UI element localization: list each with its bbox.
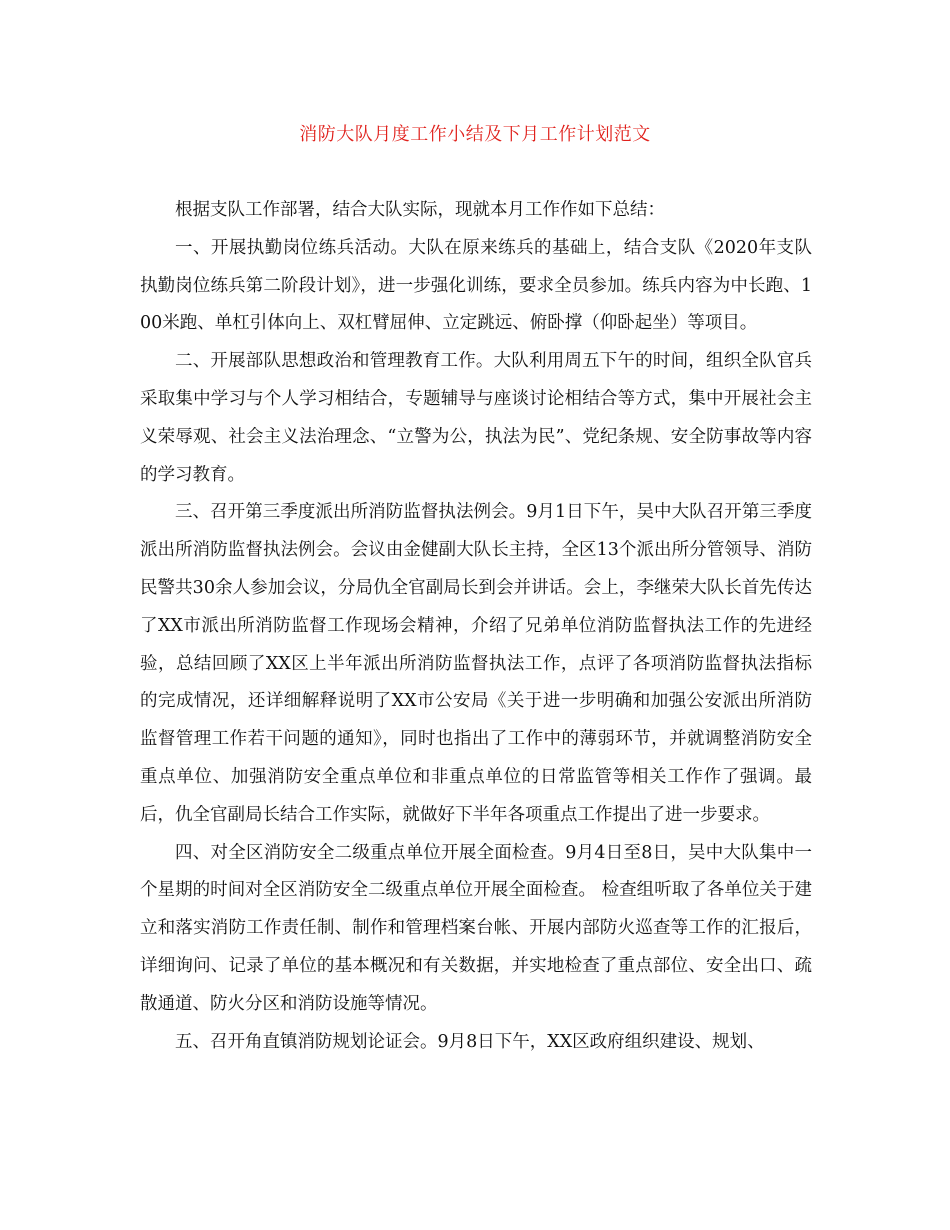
- paragraph-5-planning-meeting: 五、召开角直镇消防规划论证会。9月8日下午，XX区政府组织建设、规划、: [175, 1031, 765, 1052]
- document-title: 消防大队月度工作小结及下月工作计划范文: [299, 124, 651, 145]
- paragraph-2-political-education: 二、开展部队思想政治和管理教育工作。大队利用周五下午的时间，组织全队官兵采取集中学习与个人学习相结合，专题辅导与座谈讨论相结合等方式，集中开展社会主义荣辱观、社会主义法治理念、“立警为公，执法为民”、党纪条规、安全防事故等内容的学习教育。: [140, 351, 812, 485]
- paragraph-1-duty-training: 一、开展执勤岗位练兵活动。大队在原来练兵的基础上，结合支队《2020年支队执勤岗位练兵第二阶段计划》，进一步强化训练，要求全员参加。练兵内容为中长跑、100米跑、单杠引体向上、双杠臂屈伸、立定跳远、俯卧撑（仰卧起坐）等项目。: [140, 237, 812, 334]
- paragraph-intro: 根据支队工作部署，结合大队实际，现就本月工作作如下总结：: [175, 200, 665, 220]
- document-body: [140, 192, 812, 1061]
- paragraph-4-safety-inspection: 四、对全区消防安全二级重点单位开展全面检查。9月4日至8日，吴中大队集中一个星期的时间对全区消防安全二级重点单位开展全面检查。 检查组听取了各单位关于建立和落实消防工作责任制、制作和管理档案台帐、开展内部防火巡查等工作的汇报后，详细询问、记录了单位的基本概况和有关数据，并实地检查了重点部位、安全出口、疏散通道、防火分区和消防设施等情况。: [140, 842, 812, 1014]
- paragraph-3-supervision-meeting: 三、召开第三季度派出所消防监督执法例会。9月1日下午，吴中大队召开第三季度派出所消防监督执法例会。会议由金健副大队长主持，全区13个派出所分管领导、消防民警共30余人参加会议，分局仇全官副局长到会并讲话。会上，李继荣大队长首先传达了XX市派出所消防监督工作现场会精神，介绍了兄弟单位消防监督执法工作的先进经验，总结回顾了XX区上半年派出所消防监督执法工作，点评了各项消防监督执法指标的完成情况，还详细解释说明了XX市公安局《关于进一步明确和加强公安派出所消防监督管理工作若干问题的通知》，同时也指出了工作中的薄弱环节，并就调整消防安全重点单位、加强消防安全重点单位和非重点单位的日常监管等相关工作作了强调。最后，仇全官副局长结合工作实际，就做好下半年各项重点工作提出了进一步要求。: [140, 502, 812, 825]
